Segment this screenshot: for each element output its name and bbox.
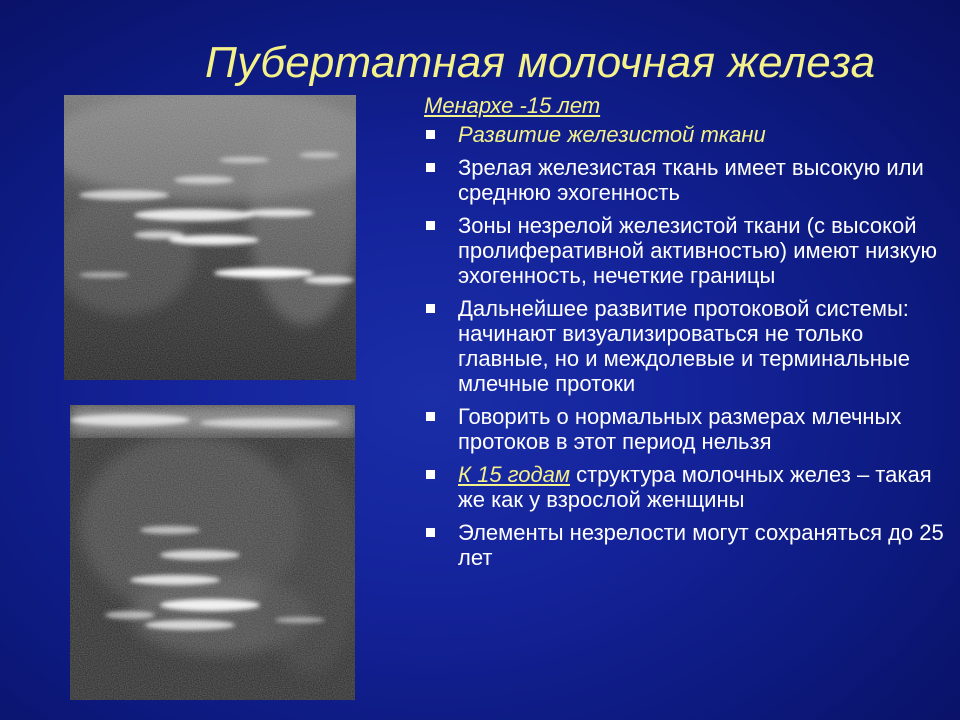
square-bullet-icon (426, 163, 435, 172)
bullet-text: Элементы незрелости могут сохраняться до 25 лет (458, 520, 944, 570)
ultrasound-image-bottom (70, 405, 355, 700)
bullet-list (424, 122, 954, 570)
bullet-text: Развитие железистой ткани (458, 122, 766, 147)
bullet-item (424, 213, 954, 288)
content-panel (424, 93, 954, 578)
square-bullet-icon (426, 412, 435, 421)
ultrasound-image-top (64, 95, 356, 380)
square-bullet-icon (426, 221, 435, 230)
bullet-text: структура молочных желез – такая же как у взрослой женщины (458, 462, 932, 512)
square-bullet-icon (426, 470, 435, 479)
bullet-item (424, 155, 954, 205)
square-bullet-icon (426, 130, 435, 139)
bullet-text: Дальнейшее развитие протоковой системы: начинают визуализироваться не только главные, но и междолевые и терминальные млечные протоки (458, 296, 910, 396)
bullet-item (424, 296, 954, 396)
bullet-item (424, 404, 954, 454)
bullet-text: Зоны незрелой железистой ткани (с высокой пролиферативной активностью) имеют низкую эхогенность, нечеткие границы (458, 213, 937, 288)
bullet-text: Говорить о нормальных размерах млечных протоков в этот период нельзя (458, 404, 902, 454)
bullet-item (424, 462, 954, 512)
square-bullet-icon (426, 528, 435, 537)
bullet-item (424, 520, 954, 570)
slide-title: Пубертатная молочная железа (205, 38, 876, 87)
subhead-menarche: Менархе -15 лет (424, 93, 601, 118)
age-15-link[interactable]: К 15 годам (458, 462, 570, 487)
bullet-text: Зрелая железистая ткань имеет высокую или среднюю эхогенность (458, 155, 924, 205)
square-bullet-icon (426, 304, 435, 313)
bullet-item (424, 122, 954, 147)
